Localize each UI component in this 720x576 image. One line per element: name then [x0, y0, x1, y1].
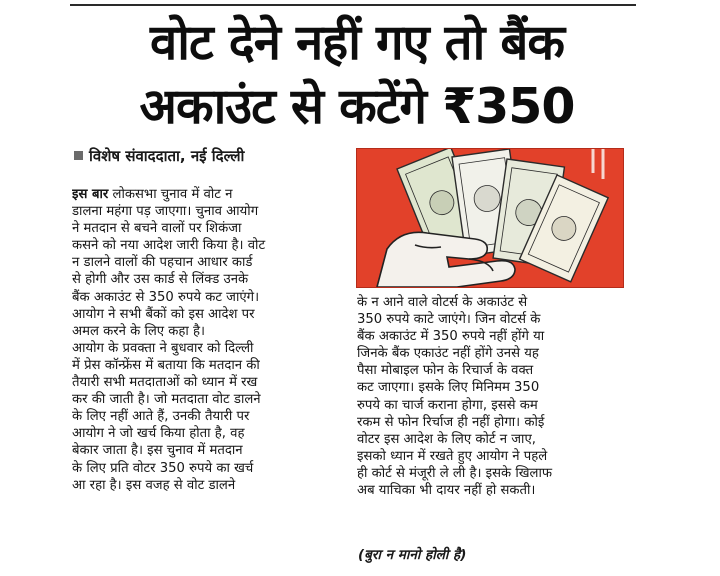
article-line: पैसा मोबाइल फोन के रिचार्ज के वक्त	[357, 363, 534, 379]
article-line: ने मतदान से बचने वालों पर शिकंजा	[72, 221, 242, 237]
article-line: कट जाएगा। इसके लिए मिनिमम 350	[357, 380, 540, 396]
article-line: डालना महंगा पड़ जाएगा। चुनाव आयोग	[72, 204, 259, 220]
article-line: 350 रुपये काटे जाएंगे। जिन वोटर्स के	[357, 312, 541, 328]
article-line: न डालने वालों की पहचान आधार कार्ड	[72, 255, 253, 271]
article-line: में प्रेस कॉन्फ्रेंस में बताया कि मतदान की	[72, 357, 260, 373]
article-line: आयोग ने जो खर्च किया होता है, वह	[72, 426, 245, 442]
article-line: तैयारी सभी मतदाताओं को ध्यान में रख	[72, 375, 258, 391]
article-line: आयोग ने सभी बैंकों को इस आदेश पर	[72, 306, 255, 322]
lead-text: इस बार	[72, 187, 109, 202]
article-line: के लिए प्रति वोटर 350 रुपये का खर्च	[72, 460, 254, 476]
article-line: आ रहा है। इस वजह से वोट डालने	[72, 477, 236, 493]
article-line: अमल करने के लिए कहा है।	[72, 323, 206, 339]
article-line: बेकार जाता है। इस चुनाव में मतदान	[72, 443, 243, 459]
satire-credit: (बुरा न मानो होली है)	[358, 547, 467, 563]
headline-line-1: वोट देने नहीं गए तो बैंक	[150, 14, 564, 71]
hand-with-rupee-notes-illustration	[357, 149, 623, 287]
headline-line-2: अकाउंट से कटेंगे ₹350	[139, 78, 575, 135]
byline	[74, 146, 244, 166]
article-line: रकम से फोन रिर्चाज ही नहीं होगा। कोई	[357, 414, 545, 430]
article-line: के न आने वाले वोटर्स के अकाउंट से	[357, 295, 528, 310]
article-column-right	[357, 294, 619, 499]
article-line: के लिए नहीं आते हैं, उनकी तैयारी पर	[72, 409, 250, 425]
article-line: जिनके बैंक एकाउंट नहीं होंगे उनसे यह	[357, 346, 539, 362]
article-line: बैंक अकाउंट से 350 रुपये कट जाएंगे।	[72, 289, 260, 305]
article-line: आयोग के प्रवक्ता ने बुधवार को दिल्ली	[72, 340, 254, 356]
bullet-square-icon	[74, 151, 83, 160]
photo-hand-with-notes	[356, 148, 624, 288]
article-line: कर की जाती है। जो मतदाता वोट डालने	[72, 392, 261, 408]
article-line: रुपये का चार्ज कराना होगा, इससे कम	[357, 397, 538, 413]
article-line: बैंक अकाउंट में 350 रुपये नहीं होंगे या	[357, 329, 545, 345]
article-line: इस बार लोकसभा चुनाव में वोट न	[72, 187, 233, 202]
article-line: इसको ध्यान में रखते हुए आयोग ने पहले	[357, 448, 548, 464]
article-line: से होगी और उस कार्ड से लिंक्ड उनके	[72, 272, 249, 288]
article-line: अब याचिका भी दायर नहीं हो सकती।	[357, 483, 536, 499]
article-line: वोटर इस आदेश के लिए कोर्ट न जाए,	[357, 431, 536, 447]
byline-text: विशेष संवाददाता, नई दिल्ली	[89, 147, 245, 165]
article-line: ही कोर्ट से मंजूरी ले ली है। इसके खिलाफ	[357, 465, 553, 481]
article-column-left	[72, 186, 344, 494]
article-line: कसने को नया आदेश जारी किया है। वोट	[72, 238, 266, 254]
top-rule	[70, 4, 636, 6]
